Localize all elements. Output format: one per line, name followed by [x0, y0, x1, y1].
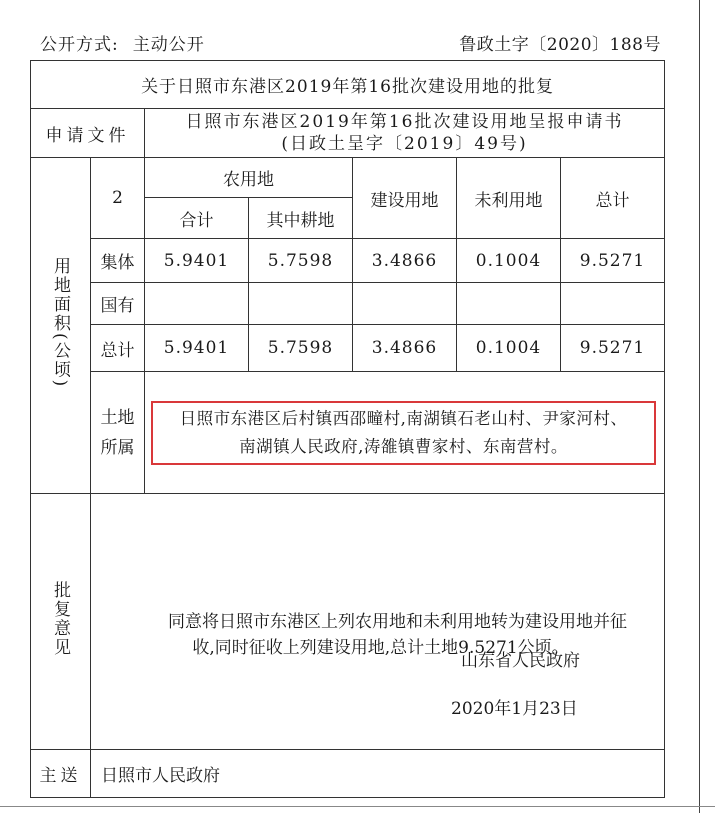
approval-date: 2020年1月23日: [451, 699, 578, 719]
land-line-1: 日照市东港区后村镇西邵疃村,南湖镇石老山村、尹家河村、: [179, 408, 628, 428]
document-title: 关于日照市东港区2019年第16批次建设用地的批复: [31, 61, 665, 109]
application-line-2: (日政土呈字〔2019〕49号): [281, 134, 528, 154]
cell-farm-total: [145, 283, 249, 325]
land-ownership-label: [91, 372, 145, 494]
header-total: 总计: [561, 158, 665, 239]
row-label-total: 总计: [91, 325, 145, 372]
opinion-line-2: 收,同时征收上列建设用地,总计土地9.5271公顷。: [192, 637, 569, 658]
application-line-1: 日照市东港区2019年第16批次建设用地呈报申请书: [185, 112, 624, 132]
send-to-label: 主送: [31, 750, 91, 798]
area-side-label-cell: [31, 158, 91, 494]
document-number: 鲁政土字〔2020〕188号: [459, 35, 661, 55]
area-side-label: 用地面积(公顷): [50, 257, 70, 389]
cell-farm-arable: 5.7598: [249, 239, 353, 283]
header-farm-subtotal: 合计: [145, 198, 249, 239]
cell-total: 9.5271: [561, 325, 665, 372]
opinion-content: [91, 494, 665, 750]
cell-unused: 0.1004: [457, 325, 561, 372]
cell-construction: 3.4866: [353, 239, 457, 283]
cell-farm-arable: [249, 283, 353, 325]
row-label-state: 国有: [91, 283, 145, 325]
opinion-side-label: 批复意见: [50, 581, 70, 657]
land-line-2: 南湖镇人民政府,涛雒镇曹家村、东南营村。: [239, 436, 568, 456]
cell-unused: 0.1004: [457, 239, 561, 283]
disclosure-value: 主动公开: [132, 35, 205, 55]
header-construction: 建设用地: [353, 158, 457, 239]
cell-farm-total: 5.9401: [145, 325, 249, 372]
land-ownership-content: [145, 372, 665, 494]
approval-table: [30, 60, 665, 798]
cell-farm-arable: 5.7598: [249, 325, 353, 372]
opinion-side-label-cell: [31, 494, 91, 750]
application-label: 申请文件: [31, 109, 145, 158]
table-corner-number: 2: [91, 158, 145, 239]
land-ownership-highlight: [151, 401, 656, 465]
application-content: [145, 109, 665, 158]
table-row: [31, 239, 665, 283]
header-farm-arable: 其中耕地: [249, 198, 353, 239]
cell-total: [561, 283, 665, 325]
send-to-value: 日照市人民政府: [91, 750, 665, 798]
table-row: [31, 325, 665, 372]
cell-farm-total: 5.9401: [145, 239, 249, 283]
table-row: [31, 283, 665, 325]
cell-construction: 3.4866: [353, 325, 457, 372]
issuer: 山东省人民政府: [461, 651, 580, 671]
page-border-bottom: [0, 806, 715, 807]
disclosure-label: 公开方式:: [40, 35, 119, 55]
cell-total: 9.5271: [561, 239, 665, 283]
disclosure-line: [40, 30, 205, 55]
cell-unused: [457, 283, 561, 325]
header-farmland: 农用地: [145, 158, 353, 198]
header-unused: 未利用地: [457, 158, 561, 239]
land-label-line-1: 土地: [100, 407, 135, 428]
cell-construction: [353, 283, 457, 325]
row-label-collective: 集体: [91, 239, 145, 283]
land-label-line-2: 所属: [100, 437, 135, 458]
opinion-line-1: 同意将日照市东港区上列农用地和未利用地转为建设用地并征: [168, 611, 628, 632]
page-border-right: [699, 0, 700, 813]
